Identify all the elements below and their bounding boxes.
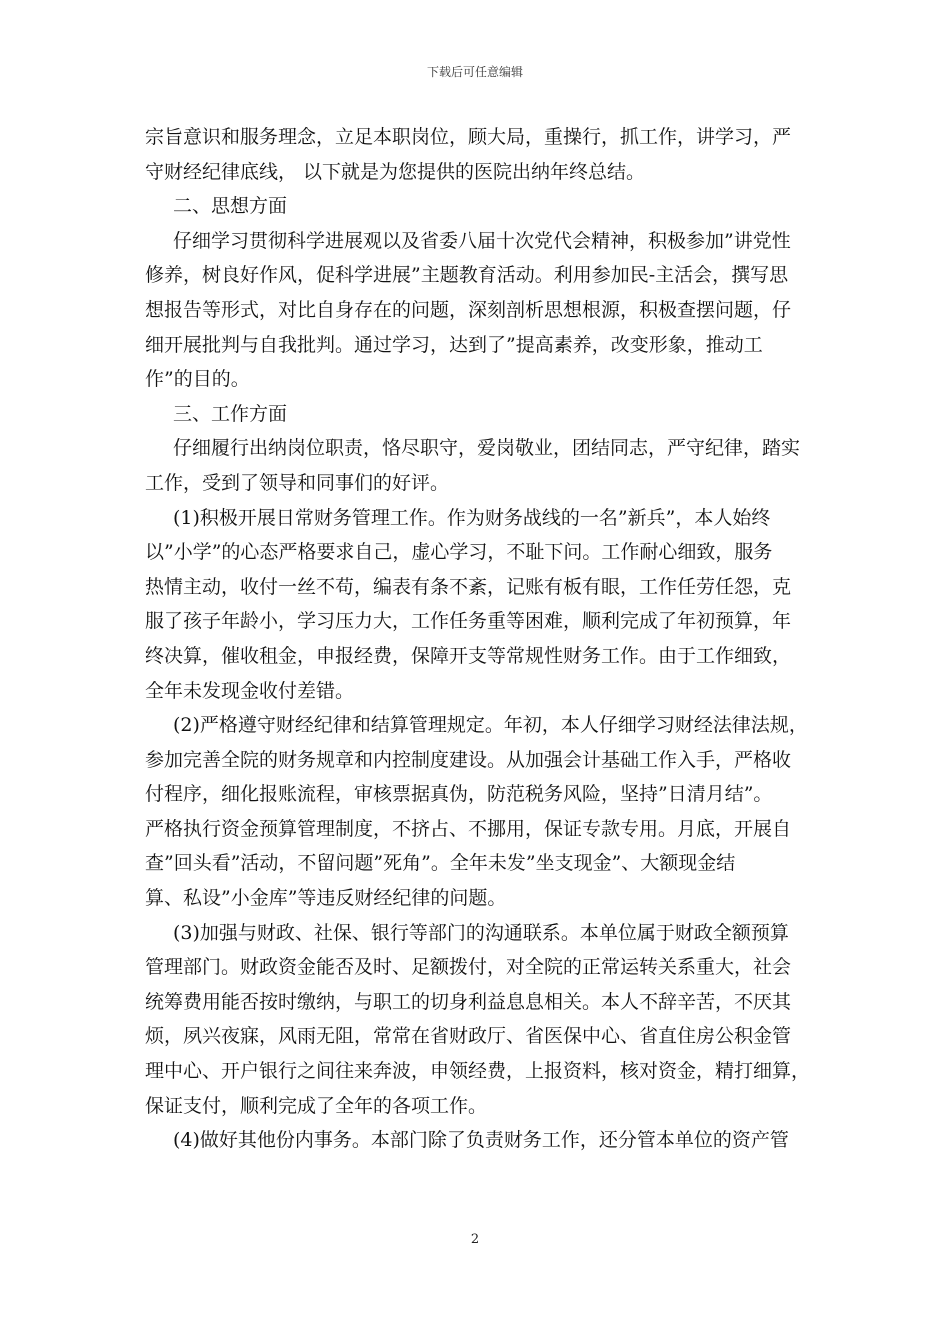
body-text-line: (3)加强与财政、社保、银行等部门的沟通联系。本单位属于财政全额预算 <box>173 921 789 944</box>
body-text-line: 理中心、开户银行之间往来奔波，申领经费，上报资料，核对资金，精打细算， <box>145 1060 811 1083</box>
body-text-line: 统筹费用能否按时缴纳，与职工的切身利益息息相关。本人不辞辛苦，不厌其 <box>145 990 792 1013</box>
body-text-line: (1)积极开展日常财务管理工作。作为财务战线的一名”新兵”，本人始终 <box>173 506 771 529</box>
body-text-line: 付程序，细化报账流程，审核票据真伪，防范税务风险，坚持”日清月结”。 <box>145 783 773 806</box>
body-text-line: 想报告等形式，对比自身存在的问题，深刻剖析思想根源，积极查摆问题，仔 <box>145 298 792 321</box>
body-text-line: 参加完善全院的财务规章和内控制度建设。从加强会计基础工作入手，严格收 <box>145 748 792 771</box>
body-text-line: 仔细履行出纳岗位职责，恪尽职守，爱岗敬业，团结同志，严守纪律，踏实 <box>173 437 801 460</box>
body-text-line: 查”回头看”活动，不留问题”死角”。全年未发”坐支现金”、大额现金结 <box>145 852 736 875</box>
body-text-line: 算、私设”小金库”等违反财经纪律的问题。 <box>145 887 507 910</box>
body-text-line: 细开展批判与自我批判。通过学习，达到了”提高素养，改变形象，推动工 <box>145 333 763 356</box>
body-text-line: 以”小学”的心态严格要求自己，虚心学习，不耻下问。工作耐心细致，服务 <box>145 541 773 564</box>
body-text-line: 全年未发现金收付差错。 <box>145 679 355 702</box>
body-text-line: 管理部门。财政资金能否及时、足额拨付，对全院的正常运转关系重大，社会 <box>145 956 792 979</box>
body-text-line: 终决算，催收租金，申报经费，保障开支等常规性财务工作。由于工作细致， <box>145 644 792 667</box>
body-text-line: 三、工作方面 <box>173 402 288 425</box>
page-number: 2 <box>470 1232 480 1247</box>
body-text-line: 修养，树良好作风，促科学进展”主题教育活动。利用参加民-主活会，撰写思 <box>145 264 789 287</box>
body-text-line: 工作，受到了领导和同事们的好评。 <box>145 471 450 494</box>
document-body <box>145 120 809 1158</box>
body-text-line: 守财经纪律底线， 以下就是为您提供的医院出纳年终总结。 <box>145 160 646 183</box>
body-text-line: 仔细学习贯彻科学进展观以及省委八届十次党代会精神，积极参加”讲党性 <box>173 229 791 252</box>
body-text-line: 作”的目的。 <box>145 368 250 391</box>
page-header: 下载后可任意编辑 <box>426 65 523 79</box>
body-text-line: (4)做好其他份内事务。本部门除了负责财务工作，还分管本单位的资产管 <box>173 1129 789 1152</box>
body-text-line: 宗旨意识和服务理念，立足本职岗位，顾大局，重操行，抓工作，讲学习，严 <box>145 126 792 148</box>
body-text-line: 烦，夙兴夜寐，风雨无阻，常常在省财政厅、省医保中心、省直住房公积金管 <box>145 1025 792 1048</box>
body-text-line: 服了孩子年龄小，学习压力大，工作任务重等困难，顺利完成了年初预算，年 <box>145 610 792 633</box>
body-text-line: 严格执行资金预算管理制度，不挤占、不挪用，保证专款专用。月底，开展自 <box>145 817 792 840</box>
body-text-line: 热情主动，收付一丝不苟，编表有条不紊，记账有板有眼，工作任劳任怨，克 <box>145 575 792 598</box>
body-text-line: 保证支付，顺利完成了全年的各项工作。 <box>145 1094 488 1117</box>
body-text-line: 二、思想方面 <box>173 195 288 218</box>
body-text-line: (2)严格遵守财经纪律和结算管理规定。年初，本人仔细学习财经法律法规， <box>173 714 808 737</box>
